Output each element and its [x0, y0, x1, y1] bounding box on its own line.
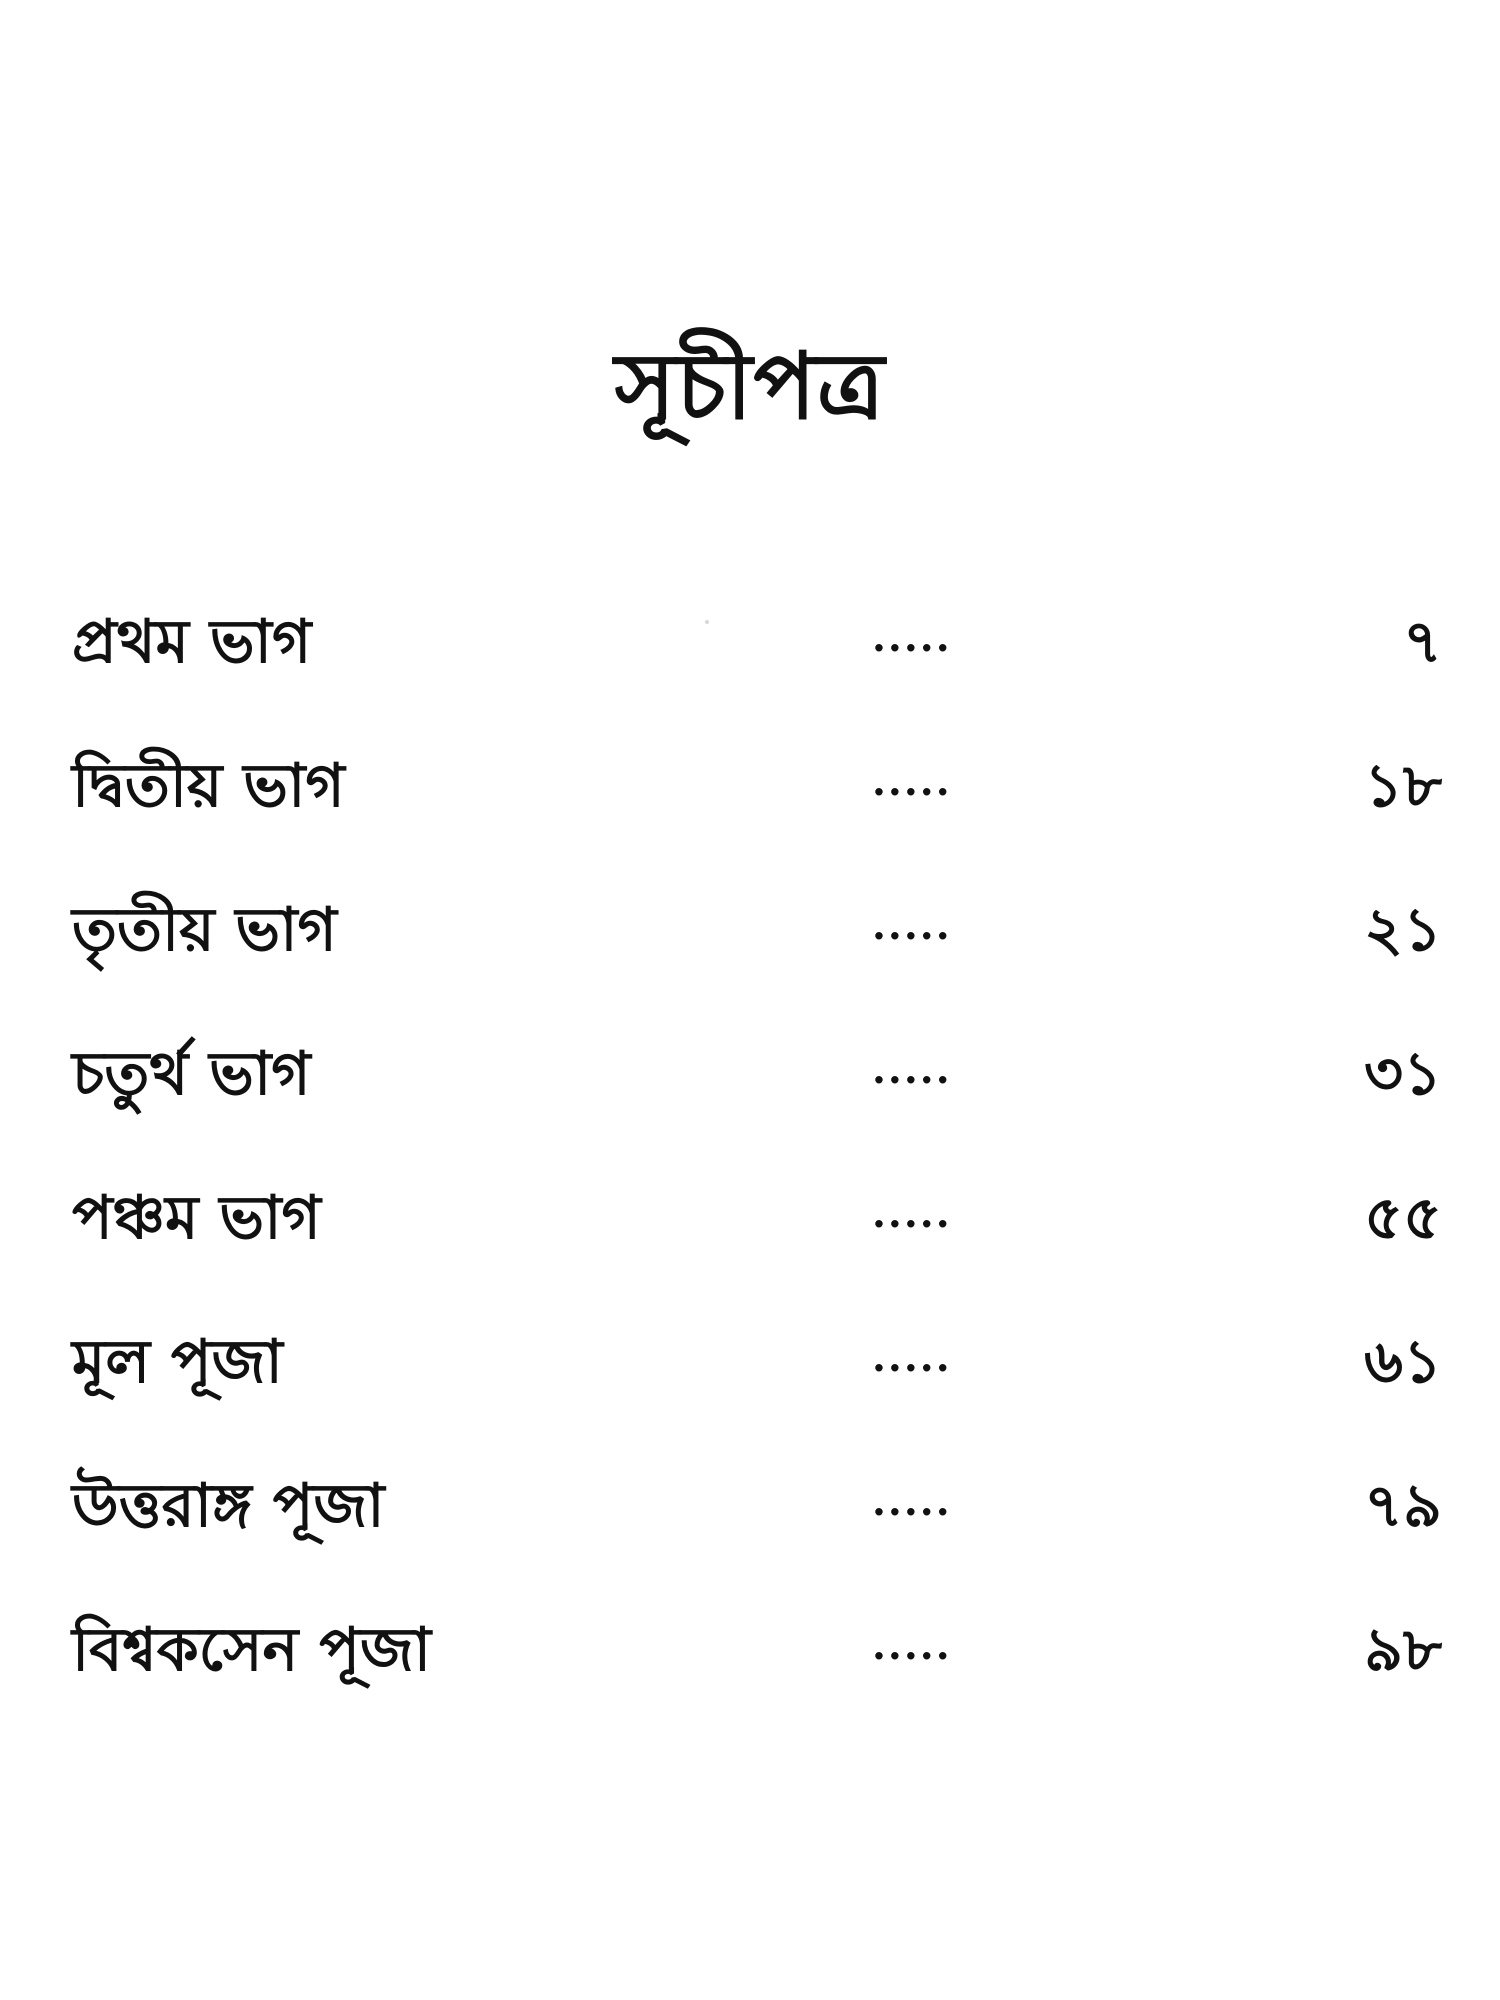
- toc-entry: [72, 600, 1442, 744]
- toc-page-number: ৯৮: [1364, 1615, 1442, 1685]
- page-title: সূচীপত্র: [614, 332, 886, 440]
- toc-leader-dots: .....: [872, 614, 952, 661]
- toc-entry-label: উত্তরাঙ্গ পূজা: [72, 1471, 385, 1541]
- toc-entry-label: বিশ্বকসেন পূজা: [72, 1615, 432, 1685]
- toc-leader-dots: .....: [872, 1478, 952, 1525]
- toc-leader-dots: .....: [872, 902, 952, 949]
- toc-entry-label: পঞ্চম ভাগ: [72, 1183, 321, 1253]
- toc-entry: [72, 1032, 1442, 1176]
- toc-entry: [72, 744, 1442, 888]
- toc-page-number: ২১: [1364, 895, 1442, 965]
- toc-entry: [72, 888, 1442, 1032]
- toc-leader-dots: .....: [872, 1190, 952, 1237]
- toc-entry-label: দ্বিতীয় ভাগ: [72, 751, 345, 821]
- toc-leader-dots: .....: [872, 1622, 952, 1669]
- toc-page-number: ১৮: [1364, 751, 1442, 821]
- toc-entry-label: প্রথম ভাগ: [72, 607, 312, 677]
- toc-entry-label: চতুর্থ ভাগ: [72, 1039, 311, 1109]
- toc-page-number: ৭: [1402, 607, 1442, 677]
- toc-page-number: ৩১: [1364, 1039, 1442, 1109]
- toc-entry: [72, 1176, 1442, 1320]
- toc-entry: [72, 1608, 1442, 1752]
- toc-entry: [72, 1464, 1442, 1608]
- toc-entry-label: মূল পূজা: [72, 1327, 283, 1397]
- toc-leader-dots: .....: [872, 1334, 952, 1381]
- table-of-contents: [72, 600, 1442, 1752]
- toc-entry: [72, 1320, 1442, 1464]
- toc-page-number: ৬১: [1364, 1327, 1442, 1397]
- toc-page-number: ৫৫: [1364, 1183, 1442, 1253]
- toc-leader-dots: .....: [872, 1046, 952, 1093]
- toc-leader-dots: .....: [872, 758, 952, 805]
- toc-page-number: ৭৯: [1364, 1471, 1442, 1541]
- toc-entry-label: তৃতীয় ভাগ: [72, 895, 337, 965]
